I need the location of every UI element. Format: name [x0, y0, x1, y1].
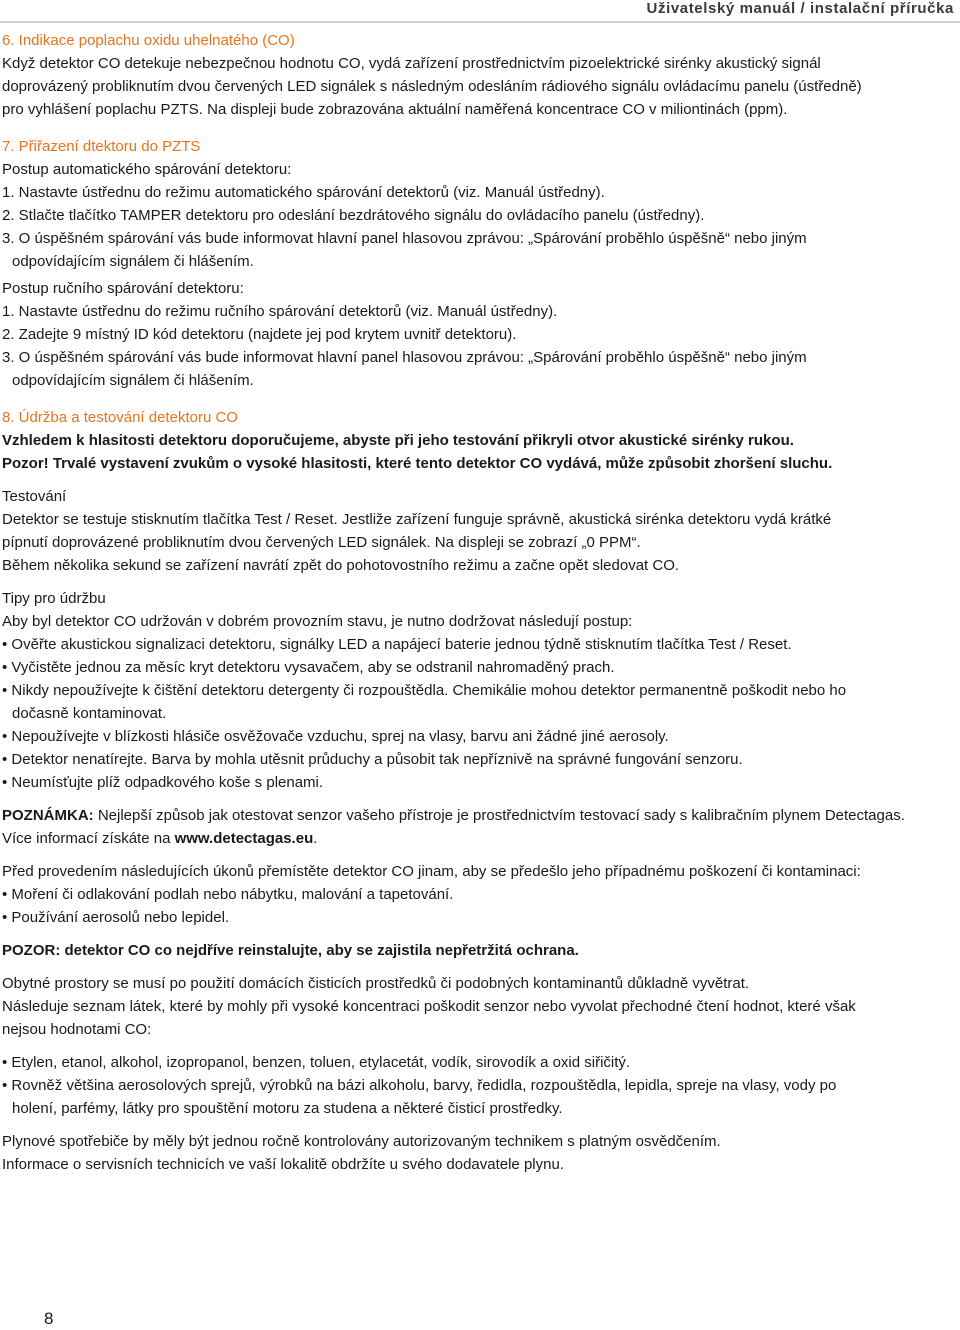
note-more-prefix: Více informací získáte na — [2, 830, 175, 847]
testing-title: Testování — [2, 488, 67, 505]
section-6-text-line: doprovázený probliknutím dvou červených LED signálek s následným odesláním rádiového signálu ovládacímu panelu (ústředně) — [2, 78, 862, 95]
maintenance-tip-item: • Neumísťujte plíž odpadkového koše s plenami. — [2, 774, 324, 791]
manual-pairing-step: 1. Nastavte ústřednu do režimu ručního spárování detektorů (viz. Manuál ústředny). — [2, 303, 558, 320]
note-more-suffix: . — [313, 830, 318, 847]
manual-pairing-title: Postup ručního spárování detektoru: — [2, 280, 244, 297]
hearing-warning-line: Pozor! Trvalé vystavení zvukům o vysoké hlasitosti, které tento detektor CO vydává, může způsobit zhoršení sluchu. — [2, 455, 833, 472]
document-header-title: Uživatelský manuál / instalační příručka — [646, 0, 954, 17]
note-text: Nejlepší způsob jak otestovat senzor vašeho přístroje je prostřednictvím testovací sady s kalibračním plynem Detectagas. — [93, 807, 905, 824]
auto-pairing-step: 2. Stlačte tlačítko TAMPER detektoru pro odeslání bezdrátového signálu do ovládacího panelu (ústředny). — [2, 207, 705, 224]
testing-text-line: pípnutí doprovázené probliknutím dvou červených LED signálek. Na displeji se zobrazí „0 PPM“. — [2, 534, 641, 551]
maintenance-tips-title: Tipy pro údržbu — [2, 590, 106, 607]
maintenance-tip-item: • Vyčistěte jednou za měsíc kryt detektoru vysavačem, aby se odstranil nahromaděný prach. — [2, 659, 615, 676]
maintenance-tip-item: • Nepoužívejte v blízkosti hlásiče osvěžovače vzduchu, sprej na vlasy, barvu ani žádné jiné aerosoly. — [2, 728, 669, 745]
testing-text-line: Detektor se testuje stisknutím tlačítka Test / Reset. Jestliže zařízení funguje správně, akustická sirénka detektoru vydá krátké — [2, 511, 832, 528]
note-line — [2, 804, 958, 827]
substance-item: • Etylen, etanol, alkohol, izopropanol, benzen, toluen, etylacetát, vodík, sirovodík a oxid siřičitý. — [2, 1054, 631, 1071]
substances-intro-line: Následuje seznam látek, které by mohly při vysoké koncentraci poškodit senzor nebo vyvolat přechodné čtení hodnot, které však — [2, 998, 856, 1015]
ventilation-note: Obytné prostory se musí po použití domácích čisticích prostředků či podobných kontaminantů důkladně vyvětrat. — [2, 975, 750, 992]
substance-item-continued: holení, parfémy, látky pro spouštění motoru za studena a některé čisticí prostředky. — [12, 1100, 563, 1117]
hearing-warning-line: Vzhledem k hlasitosti detektoru doporučujeme, abyste při jeho testování přikryli otvor akustické sirénky rukou. — [2, 432, 794, 449]
section-6-text-line: Když detektor CO detekuje nebezpečnou hodnotu CO, vydá zařízení prostřednictvím pizoelektrické sirénky akustický signál — [2, 55, 821, 72]
relocation-item: • Moření či odlakování podlah nebo nábytku, malování a tapetování. — [2, 886, 454, 903]
reinstall-caution: POZOR: detektor CO co nejdříve reinstalujte, aby se zajistila nepřetržitá ochrana. — [2, 942, 579, 959]
maintenance-tip-item: • Ověřte akustickou signalizaci detektoru, signálky LED a napájecí baterie jednou týdně stisknutím tlačítka Test / Reset. — [2, 636, 792, 653]
note-more-info-line — [2, 827, 958, 850]
document-body — [2, 29, 958, 1176]
substance-item: • Rovněž většina aerosolových sprejů, výrobků na bázi alkoholu, barvy, ředidla, rozpouštědla, lepidla, spreje na vlasy, vody po — [2, 1077, 837, 1094]
auto-pairing-step: 3. O úspěšném spárování vás bude informovat hlavní panel hlasovou zprávou: „Spárování proběhlo úspěšně“ nebo jiným — [2, 230, 807, 247]
auto-pairing-step: 1. Nastavte ústřednu do režimu automatického spárování detektorů (viz. Manuál ústředny). — [2, 184, 605, 201]
relocation-intro: Před provedením následujících úkonů přemístěte detektor CO jinam, aby se předešlo jeho případnému poškození či kontaminaci: — [2, 863, 861, 880]
auto-pairing-step-continued: odpovídajícím signálem či hlášením. — [12, 253, 254, 270]
page-number: 8 — [44, 1309, 54, 1328]
section-6-heading: 6. Indikace poplachu oxidu uhelnatého (CO) — [2, 32, 295, 49]
manual-pairing-step: 2. Zadejte 9 místný ID kód detektoru (najdete jej pod krytem uvnitř detektoru). — [2, 326, 517, 343]
section-8-heading: 8. Údržba a testování detektoru CO — [2, 409, 238, 426]
substances-intro-line: nejsou hodnotami CO: — [2, 1021, 152, 1038]
detectagas-link[interactable]: www.detectagas.eu — [174, 830, 314, 847]
section-6-text-line: pro vyhlášení poplachu PZTS. Na displeji bude zobrazována aktuální naměřená koncentrace CO v miliontinách (ppm). — [2, 101, 788, 118]
manual-pairing-step-continued: odpovídajícím signálem či hlášením. — [12, 372, 254, 389]
maintenance-tip-item-continued: dočasně kontaminovat. — [12, 705, 167, 722]
gas-appliance-note: Informace o servisních technicích ve vaší lokalitě obdržíte u svého dodavatele plynu. — [2, 1156, 564, 1173]
section-7-heading: 7. Přiřazení dtektoru do PZTS — [2, 138, 201, 155]
relocation-item: • Používání aerosolů nebo lepidel. — [2, 909, 230, 926]
maintenance-tip-item: • Detektor nenatírejte. Barva by mohla utěsnit průduchy a působit tak nepříznivě na správné fungování senzoru. — [2, 751, 743, 768]
auto-pairing-title: Postup automatického spárování detektoru: — [2, 161, 292, 178]
maintenance-tips-intro: Aby byl detektor CO udržován v dobrém provozním stavu, je nutno dodržovat následují postup: — [2, 613, 633, 630]
maintenance-tip-item: • Nikdy nepoužívejte k čištění detektoru detergenty či rozpouštědla. Chemikálie mohou detektor permanentně poškodit nebo ho — [2, 682, 847, 699]
header-divider — [0, 21, 960, 23]
gas-appliance-note: Plynové spotřebiče by měly být jednou ročně kontrolovány autorizovaným technikem s platným osvědčením. — [2, 1133, 721, 1150]
note-label: POZNÁMKA: — [2, 807, 94, 824]
testing-text-line: Během několika sekund se zařízení navrátí zpět do pohotovostního režimu a začne opět sledovat CO. — [2, 557, 680, 574]
manual-pairing-step: 3. O úspěšném spárování vás bude informovat hlavní panel hlasovou zprávou: „Spárování proběhlo úspěšně“ nebo jiným — [2, 349, 807, 366]
